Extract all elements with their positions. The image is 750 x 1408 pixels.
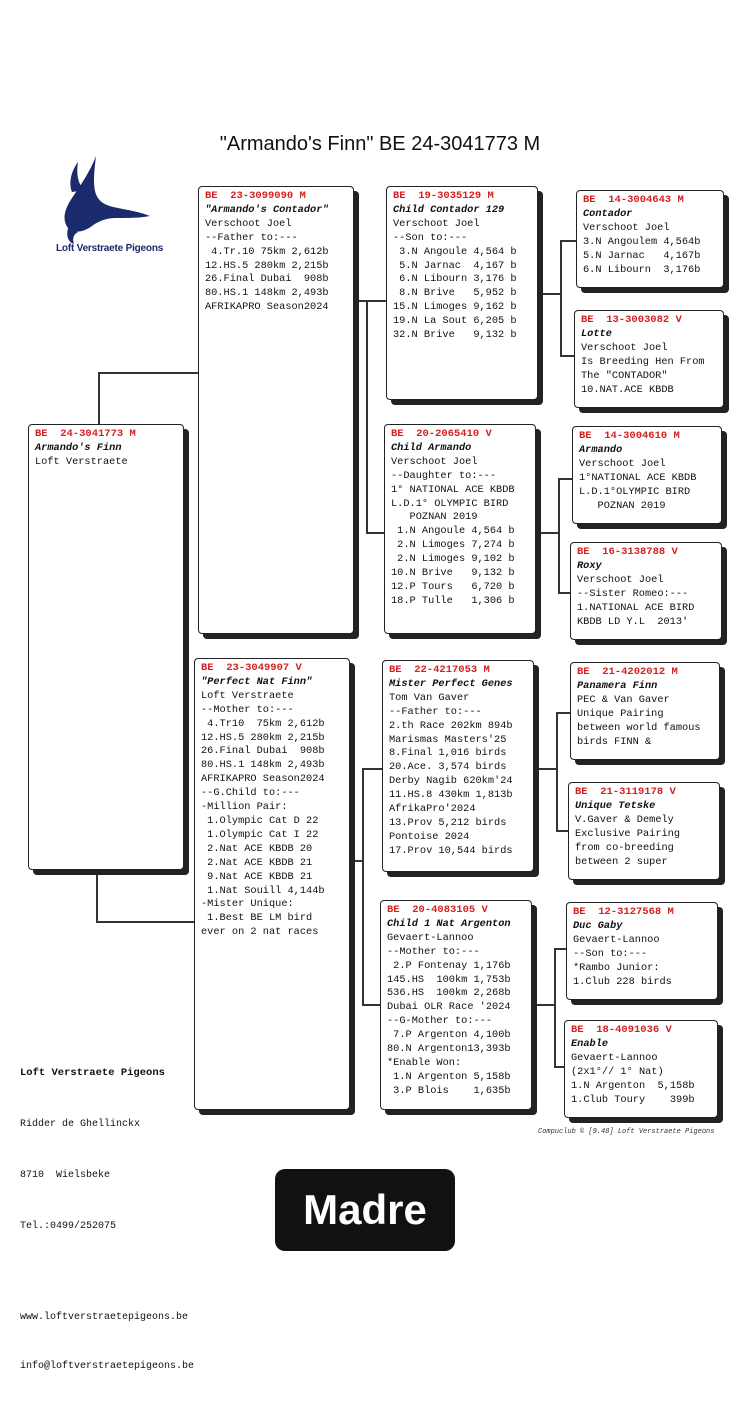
connector-line <box>362 768 364 1004</box>
info-line: 26.Final Dubai 908b <box>205 273 329 286</box>
info-line: L.D.1° OLYMPIC BIRD <box>391 497 509 510</box>
info-line: 3.N Angoule 4,564 b <box>393 245 517 258</box>
info-line: -Million Pair: <box>201 801 288 814</box>
pedigree-box-sire-dam-dam <box>570 542 722 640</box>
pedigree-box-dam-sire-sire <box>570 662 720 760</box>
info-line: 6.N Libourn 3,176b <box>583 263 701 276</box>
pedigree-box-dam-sire-dam <box>568 782 720 880</box>
connector-line <box>558 478 560 592</box>
info-line: 1.Olympic Cat D 22 <box>201 814 319 827</box>
connector-line <box>532 1004 554 1006</box>
pedigree-box-dam-dam <box>380 900 532 1110</box>
bird-name: Enable <box>571 1037 609 1050</box>
info-line: 1.N Argenton 5,158b <box>387 1070 511 1083</box>
owner: Verschoot Joel <box>391 455 478 468</box>
connector-line <box>366 300 368 532</box>
ring-number: BE 24-3041773 M <box>35 428 136 440</box>
pedigree-box-dam-dam-dam <box>564 1020 718 1118</box>
info-line: Marismas Masters'25 <box>389 733 507 746</box>
info-line: POZNAN 2019 <box>391 511 478 524</box>
connector-line <box>538 293 560 295</box>
connector-line <box>98 372 202 374</box>
info-line: 1.N Argenton 5,158b <box>571 1079 695 1092</box>
info-line: -Mister Unique: <box>201 898 294 911</box>
info-line: 1.Nat Souill 4,144b <box>201 884 325 897</box>
contact-website-link[interactable]: www.loftverstraetepigeons.be <box>20 1312 189 1323</box>
contact-address-line: 8710 Wielsbeke <box>20 1170 111 1181</box>
pedigree-box-sire-sire-sire <box>576 190 724 288</box>
info-line: between 2 super <box>575 855 668 868</box>
info-line: --Mother to:--- <box>387 945 480 958</box>
owner: Verschoot Joel <box>581 341 668 354</box>
info-line: 15.N Limoges 9,162 b <box>393 301 517 314</box>
ring-number: BE 19-3035129 M <box>393 190 494 202</box>
page-title: "Armando's Finn" BE 24-3041773 M <box>219 133 541 155</box>
ring-number: BE 21-4202012 M <box>577 666 678 678</box>
ring-number: BE 23-3099090 M <box>205 190 306 202</box>
connector-line <box>366 300 386 302</box>
info-line: --Daughter to:--- <box>391 469 497 482</box>
info-line: 2.N Limoges 7,274 b <box>391 539 515 552</box>
ring-number: BE 14-3004610 M <box>579 430 680 442</box>
info-line: 2.Nat ACE KBDB 21 <box>201 856 313 869</box>
info-line: The "CONTADOR" <box>581 369 668 382</box>
info-line: 4.Tr10 75km 2,612b <box>201 717 325 730</box>
bird-name: Duc Gaby <box>573 919 623 932</box>
pedigree-box-sire-sire <box>386 186 538 400</box>
info-line: --Son to:--- <box>393 231 468 244</box>
info-line: 26.Final Dubai 908b <box>201 745 325 758</box>
ring-number: BE 23-3049907 V <box>201 662 302 674</box>
info-line: Exclusive Pairing <box>575 827 681 840</box>
info-line: KBDB LD Y.L 2013' <box>577 615 689 628</box>
pedigree-box-dam <box>194 658 350 1110</box>
connector-line <box>366 532 384 534</box>
bird-name: Lotte <box>581 327 612 340</box>
info-line: 7.P Argenton 4,100b <box>387 1029 511 1042</box>
info-line: --Father to:--- <box>205 231 298 244</box>
owner: Verschoot Joel <box>205 217 292 230</box>
info-line: 1.Club 228 birds <box>573 975 672 988</box>
info-line: 10.N Brive 9,132 b <box>391 567 515 580</box>
contact-email-link[interactable]: info@loftverstraetepigeons.be <box>20 1360 195 1372</box>
bird-name: "Armando's Contador" <box>205 203 329 216</box>
contact-phone: Tel.:0499/252075 <box>20 1221 117 1232</box>
info-line: *Enable Won: <box>387 1056 462 1069</box>
info-line: 9.Nat ACE KBDB 21 <box>201 870 313 883</box>
info-line: birds FINN & <box>577 735 652 748</box>
connector-line <box>362 1004 380 1006</box>
info-line: 5.N Jarnac 4,167b <box>583 249 701 262</box>
ring-number: BE 22-4217053 M <box>389 664 490 676</box>
bird-name: "Perfect Nat Finn" <box>201 675 313 688</box>
bird-name: Child Contador 129 <box>393 203 505 216</box>
connector-line <box>536 532 558 534</box>
info-line: 1.NATIONAL ACE BIRD <box>577 601 695 614</box>
info-line: 8.N Brive 5,952 b <box>393 287 517 300</box>
ring-number: BE 21-3119178 V <box>575 786 676 798</box>
contact-heading: Loft Verstraete Pigeons <box>20 1067 165 1079</box>
info-line: (2x1°// 1° Nat) <box>571 1065 664 1078</box>
info-line: 80.HS.1 148km 2,493b <box>201 759 325 772</box>
bird-name: Armando's Finn <box>35 441 122 454</box>
owner: Loft Verstraete <box>35 455 128 468</box>
bird-name: Armando <box>579 443 623 456</box>
ring-number: BE 14-3004643 M <box>583 194 684 206</box>
info-line: 18.P Tulle 1,306 b <box>391 594 515 607</box>
owner: Verschoot Joel <box>583 221 670 234</box>
ring-number: BE 12-3127568 M <box>573 906 674 918</box>
info-line: 5.N Jarnac 4,167 b <box>393 259 517 272</box>
connector-line <box>534 768 556 770</box>
caption-badge: Madre <box>275 1169 455 1251</box>
ring-number: BE 18-4091036 V <box>571 1024 672 1036</box>
info-line: --Son to:--- <box>573 947 648 960</box>
pedigree-box-dam-dam-sire <box>566 902 718 1000</box>
ring-number: BE 20-4083105 V <box>387 904 488 916</box>
connector-line <box>96 921 198 923</box>
info-line: 80.N Argenton13,393b <box>387 1043 511 1056</box>
connector-line <box>560 240 576 242</box>
ring-number: BE 13-3003082 V <box>581 314 682 326</box>
ring-number: BE 16-3138788 V <box>577 546 678 558</box>
owner: PEC & Van Gaver <box>577 693 670 706</box>
info-line: 13.Prov 5,212 birds <box>389 816 507 829</box>
owner: Tom Van Gaver <box>389 691 470 704</box>
info-line: 2.N Limoges 9,102 b <box>391 553 515 566</box>
pedigree-box-sire-dam-sire <box>572 426 722 524</box>
bird-name: Mister Perfect Genes <box>389 677 513 690</box>
info-line: 1.N Angoule 4,564 b <box>391 525 515 538</box>
connector-line <box>96 870 98 922</box>
info-line: --Mother to:--- <box>201 703 294 716</box>
info-line: Pontoise 2024 <box>389 830 470 843</box>
info-line: AfrikaPro'2024 <box>389 803 476 816</box>
bird-name: Panamera Finn <box>577 679 658 692</box>
owner: Verschoot Joel <box>579 457 666 470</box>
owner: Verschoot Joel <box>393 217 480 230</box>
info-line: 536.HS 100km 2,268b <box>387 987 511 1000</box>
info-line: 6.N Libourn 3,176 b <box>393 273 517 286</box>
owner: Gevaert-Lannoo <box>387 931 474 944</box>
connector-line <box>560 240 562 355</box>
info-line: Is Breeding Hen From <box>581 355 705 368</box>
connector-line <box>556 712 558 830</box>
info-line: Derby Nagib 620km'24 <box>389 775 513 788</box>
info-line: 80.HS.1 148km 2,493b <box>205 287 329 300</box>
info-line: 2.Nat ACE KBDB 20 <box>201 842 313 855</box>
info-line: --G.Child to:--- <box>201 787 300 800</box>
info-line: 1° NATIONAL ACE KBDB <box>391 483 515 496</box>
info-line: 2.th Race 202km 894b <box>389 719 513 732</box>
info-line: 2.P Fontenay 1,176b <box>387 959 511 972</box>
info-line: --Father to:--- <box>389 705 482 718</box>
info-line: 12.HS.5 280km 2,215b <box>205 259 329 272</box>
pedigree-box-subject <box>28 424 184 870</box>
connector-line <box>362 768 382 770</box>
owner: Loft Verstraete <box>201 689 294 702</box>
info-line: 4.Tr.10 75km 2,612b <box>205 245 329 258</box>
info-line: *Rambo Junior: <box>573 961 660 974</box>
info-line: --G-Mother to:--- <box>387 1015 493 1028</box>
owner: Gevaert-Lannoo <box>573 933 660 946</box>
logo-text: Loft Verstraete Pigeons <box>56 243 164 254</box>
info-line: AFRIKAPRO Season2024 <box>201 773 325 786</box>
info-line: ever on 2 nat races <box>201 926 319 939</box>
software-footer: Compuclub © [9.48] Loft Verstraete Pigeons <box>538 1128 715 1136</box>
info-line: 1.Best BE LM bird <box>201 912 313 925</box>
info-line: 1.Club Toury 399b <box>571 1093 695 1106</box>
connector-line <box>354 300 366 302</box>
info-line: 1.Olympic Cat I 22 <box>201 828 319 841</box>
info-line: 12.HS.5 280km 2,215b <box>201 731 325 744</box>
info-line: 17.Prov 10,544 birds <box>389 844 513 857</box>
info-line: Unique Pairing <box>577 707 664 720</box>
bird-name: Child 1 Nat Argenton <box>387 917 511 930</box>
connector-line <box>98 372 100 424</box>
info-line: 145.HS 100km 1,753b <box>387 973 511 986</box>
info-line: 32.N Brive 9,132 b <box>393 329 517 342</box>
info-line: 20.Ace. 3,574 birds <box>389 761 507 774</box>
contact-address-line: Ridder de Ghellinckx <box>20 1119 141 1130</box>
owner: Gevaert-Lannoo <box>571 1051 658 1064</box>
info-line: POZNAN 2019 <box>579 499 666 512</box>
info-line: --Sister Romeo:--- <box>577 587 689 600</box>
bird-name: Contador <box>583 207 633 220</box>
bird-name: Roxy <box>577 559 602 572</box>
info-line: 19.N La Sout 6,205 b <box>393 315 517 328</box>
info-line: 12.P Tours 6,720 b <box>391 580 515 593</box>
ring-number: BE 20-2065410 V <box>391 428 492 440</box>
pedigree-box-sire-dam <box>384 424 536 634</box>
pedigree-box-sire <box>198 186 354 634</box>
info-line: 3.N Angoulem 4,564b <box>583 235 701 248</box>
contact-block <box>20 1031 194 1408</box>
info-line: 10.NAT.ACE KBDB <box>581 383 674 396</box>
info-line: AFRIKAPRO Season2024 <box>205 301 329 314</box>
info-line: Dubai OLR Race '2024 <box>387 1001 511 1014</box>
info-line: 11.HS.8 430km 1,813b <box>389 789 513 802</box>
connector-line <box>554 948 556 1066</box>
info-line: between world famous <box>577 721 701 734</box>
info-line: L.D.1°OLYMPIC BIRD <box>579 485 691 498</box>
bird-name: Child Armando <box>391 441 472 454</box>
info-line: 3.P Blois 1,635b <box>387 1084 511 1097</box>
connector-line <box>350 860 362 862</box>
owner: V.Gaver & Demely <box>575 813 674 826</box>
info-line: 8.Final 1,016 birds <box>389 747 507 760</box>
pedigree-box-sire-sire-dam <box>574 310 724 408</box>
bird-name: Unique Tetske <box>575 799 656 812</box>
pedigree-box-dam-sire <box>382 660 534 872</box>
owner: Verschoot Joel <box>577 573 664 586</box>
info-line: from co-breeding <box>575 841 674 854</box>
info-line: 1°NATIONAL ACE KBDB <box>579 471 697 484</box>
